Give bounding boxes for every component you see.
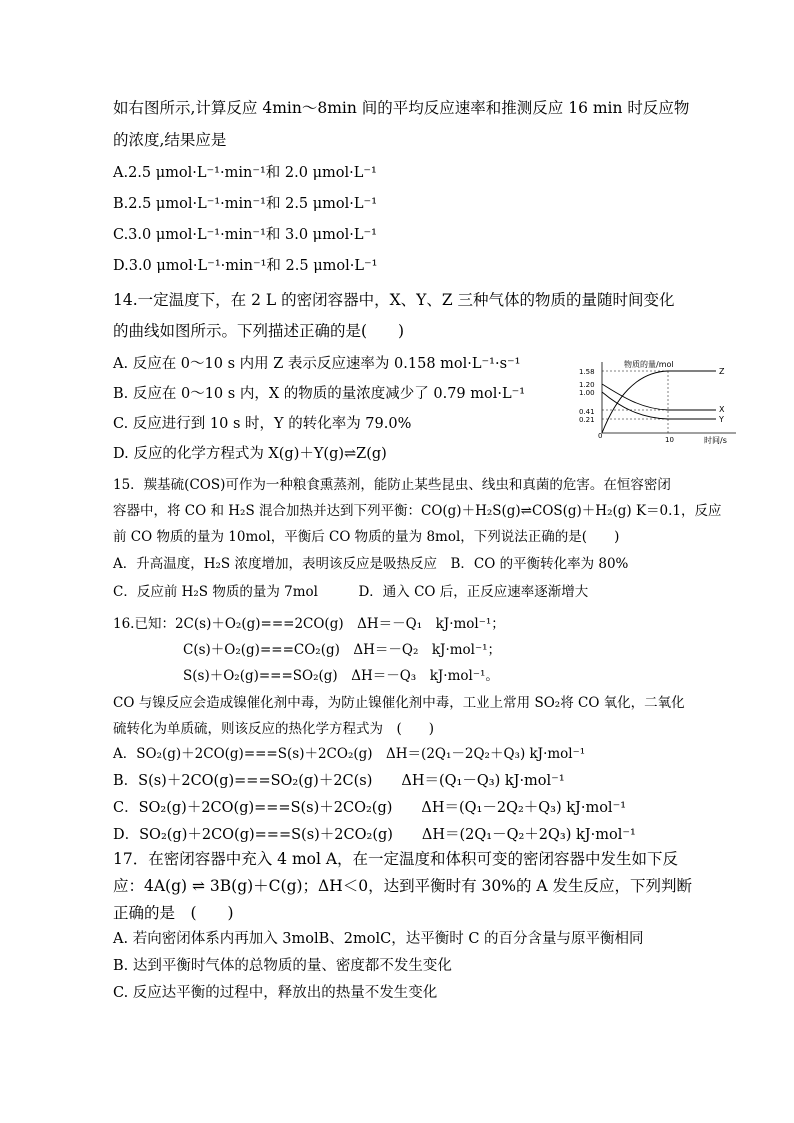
curve-y (602, 392, 716, 419)
q14-option-a: A. 反应在 0～10 s 内用 Z 表示反应速率为 0.158 mol·L⁻¹·s⁻¹ (113, 356, 521, 372)
q16-option-b: B．S(s)＋2CO(g)===SO₂(g)＋2C(s) ΔH＝(Q₁－Q₃) kJ·mol⁻¹ (113, 773, 565, 789)
label-y: Y (719, 415, 724, 424)
q17-option-b: B. 达到平衡时气体的总物质的量、密度都不发生变化 (113, 958, 452, 974)
x-tick-10: 10 (665, 436, 674, 444)
q15-stem-line1: 15．羰基硫(COS)可作为一种粮食熏蒸剂，能防止某些昆虫、线虫和真菌的危害。在恒容密闭 (113, 477, 671, 493)
q15-stem-line2: 容器中，将 CO 和 H₂S 混合加热并达到下列平衡：CO(g)＋H₂S(g)⇌COS(g)＋H₂(g) K＝0.1，反应 (113, 503, 722, 519)
fig-xlabel: 时间/s (704, 436, 727, 445)
q16-stem-line1: CO 与镍反应会造成镍催化剂中毒，为防止镍催化剂中毒，工业上常用 SO₂将 CO 氧化，二氧化 (113, 695, 685, 711)
q17-stem-line3: 正确的是 ( ) (113, 904, 234, 922)
q15-stem-line3: 前 CO 物质的量为 10mol，平衡后 CO 物质的量为 8mol，下列说法正确的是( ) (113, 529, 620, 545)
q13-option-d: D.3.0 μmol·L⁻¹·min⁻¹和 2.5 μmol·L⁻¹ (113, 258, 378, 274)
q17-stem-line2: 应：4A(g) ⇌ 3B(g)＋C(g)；ΔH＜0，达到平衡时有 30%的 A 发生反应，下列判断 (113, 877, 693, 895)
q16-eq2: C(s)＋O₂(g)===CO₂(g) ΔH＝－Q₂ kJ·mol⁻¹； (183, 642, 502, 658)
q16-option-d: D．SO₂(g)＋2CO(g)===S(s)＋2CO₂(g) ΔH＝(2Q₁－Q₂＋2Q₃) kJ·mol⁻¹ (113, 827, 636, 843)
q13-option-a: A.2.5 μmol·L⁻¹·min⁻¹和 2.0 μmol·L⁻¹ (113, 165, 377, 181)
q17-option-c: C. 反应达平衡的过程中，释放出的热量不发生变化 (113, 985, 438, 1001)
q14-option-d: D. 反应的化学方程式为 X(g)＋Y(g)⇌Z(g) (113, 446, 387, 462)
q16-option-c: C．SO₂(g)＋2CO(g)===S(s)＋2CO₂(g) ΔH＝(Q₁－2Q₂＋Q₃) kJ·mol⁻¹ (113, 800, 627, 816)
q13-option-b: B.2.5 μmol·L⁻¹·min⁻¹和 2.5 μmol·L⁻¹ (113, 196, 378, 212)
y-tick-1-20: 1.20 (579, 381, 595, 389)
q16-stem-line2: 硫转化为单质硫，则该反应的热化学方程式为 ( ) (113, 721, 435, 737)
q16-eq1: 16.已知：2C(s)＋O₂(g)===2CO(g) ΔH＝－Q₁ kJ·mol⁻¹； (113, 616, 505, 632)
q13-option-c: C.3.0 μmol·L⁻¹·min⁻¹和 3.0 μmol·L⁻¹ (113, 227, 377, 243)
curve-z (602, 371, 716, 433)
q14-stem-line1: 14.一定温度下，在 2 L 的密闭容器中，X、Y、Z 三种气体的物质的量随时间变化 (113, 291, 675, 309)
q16-option-a: A．SO₂(g)＋2CO(g)===S(s)＋2CO₂(g) ΔH＝(2Q₁－2Q₂＋Q₃) kJ·mol⁻¹ (113, 746, 586, 762)
curve-x (602, 384, 716, 410)
x-tick-0: 0 (598, 432, 603, 440)
y-tick-1-00: 1.00 (579, 389, 595, 397)
q14-stem-line2: 的曲线如图所示。下列描述正确的是( ) (113, 322, 405, 340)
q15-options-cd: C．反应前 H₂S 物质的量为 7mol D．通入 CO 后，正反应速率逐渐增大 (113, 584, 589, 600)
y-tick-0-41: 0.41 (579, 408, 595, 416)
q13-stem-line1: 如右图所示,计算反应 4min～8min 间的平均反应速率和推测反应 16 min 时反应物 (113, 99, 690, 117)
q14-figure (576, 358, 746, 448)
q15-options-ab: A．升高温度，H₂S 浓度增加，表明该反应是吸热反应 B．CO 的平衡转化率为 80% (113, 556, 629, 572)
label-z: Z (719, 367, 725, 376)
q16-eq3: S(s)＋O₂(g)===SO₂(g) ΔH＝－Q₃ kJ·mol⁻¹。 (183, 668, 499, 684)
y-tick-1-58: 1.58 (579, 368, 595, 376)
q14-option-c: C. 反应进行到 10 s 时，Y 的转化率为 79.0% (113, 416, 412, 432)
q17-stem-line1: 17．在密闭容器中充入 4 mol A，在一定温度和体积可变的密闭容器中发生如下反 (113, 850, 679, 868)
q13-stem-line2: 的浓度,结果应是 (113, 131, 227, 149)
q17-option-a: A. 若向密闭体系内再加入 3molB、2molC，达平衡时 C 的百分含量与原平衡相同 (113, 931, 644, 947)
fig-ylabel: 物质的量/mol (624, 360, 674, 369)
label-x: X (719, 405, 725, 414)
q14-option-b: B. 反应在 0～10 s 内，X 的物质的量浓度减少了 0.79 mol·L⁻¹ (113, 386, 526, 402)
y-tick-0-21: 0.21 (579, 416, 595, 424)
